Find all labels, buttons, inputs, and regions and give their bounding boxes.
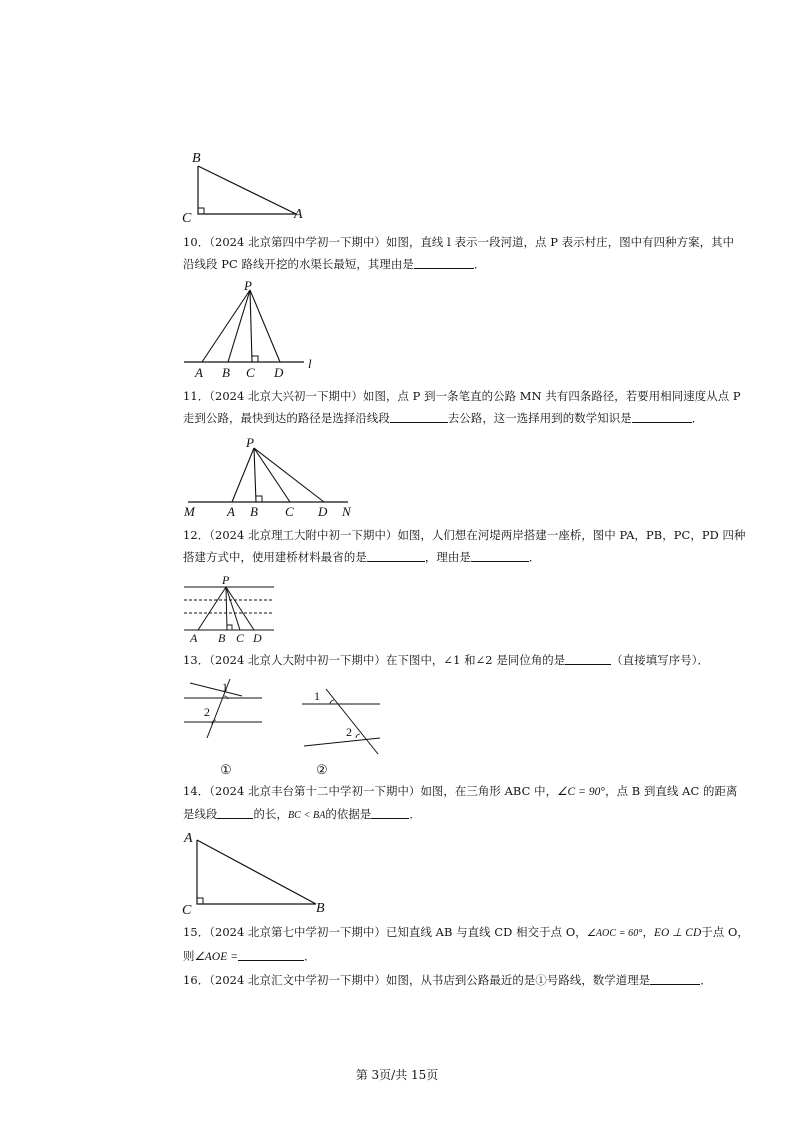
label-l: l: [308, 356, 312, 371]
answer-blank-q11-b[interactable]: [632, 410, 692, 423]
label-c: C: [285, 504, 294, 518]
angle-2-label-fig1: 2: [204, 705, 210, 719]
figure-q11-paths: [180, 434, 370, 518]
figure-right-triangle-top: [180, 148, 320, 228]
label-p: P: [222, 574, 230, 587]
figure-q14-right-triangle: [180, 828, 340, 920]
question-12: 12．（2024 北京理工大附中初一下期中）如图，人们想在河堤两岸搭建一座桥，图中 PA，PB，PC，PD 四种 搭建方式中，使用建桥材料最省的是 ，理由是 ．: [183, 524, 758, 568]
question-15: 15．（2024 北京第七中学初一下期中）已知直线 AB 与直线 CD 相交于点 O，∠AOC = 60°，EO ⊥ CD于点 O， 则∠AOE = ．: [183, 925, 749, 963]
question-14: 14．（2024 北京丰台第十二中学初一下期中）如图，在三角形 ABC 中，∠C = 90°，点 B 到直线 AC 的距离 是线段 的长，BC < BA的依据是 ．: [183, 784, 738, 821]
answer-blank-q16[interactable]: [650, 972, 700, 985]
q15-math-angle: ∠AOC = 60°: [586, 928, 643, 939]
angle-1-label-fig2: 1: [314, 689, 320, 703]
answer-blank-q12-b[interactable]: [471, 549, 529, 562]
label-c: C: [246, 365, 255, 380]
label-d: D: [253, 631, 262, 645]
question-11: 11．（2024 北京大兴初一下期中）如图，点 P 到一条笔直的公路 MN 共有四条路径，若要用相同速度从点 P 走到公路，最快到达的路径是选择沿线段 去公路，这一选择用到的数学知识是 ．: [183, 385, 758, 429]
label-c: C: [182, 211, 192, 226]
label-a: A: [190, 631, 198, 645]
label-a: A: [294, 207, 303, 222]
label-m: M: [184, 504, 195, 518]
figure-q10-paths: [180, 280, 330, 380]
angle-1-label-fig1: 1: [222, 680, 228, 694]
angle-2-label-fig2: 2: [346, 725, 352, 739]
label-a: A: [184, 831, 193, 846]
label-b: B: [192, 151, 201, 166]
q10-line1: 10．（2024 北京第四中学初一下期中）如图，直线 l 表示一段河道，点 P 表示村庄，图中有四种方案，其中: [183, 235, 735, 249]
page-footer: 第 3页/共 15页: [355, 1068, 439, 1082]
answer-blank-q14-a[interactable]: [217, 806, 253, 819]
q15-math-aoe: ∠AOE =: [194, 951, 238, 963]
q14-math-inequality: BC < BA: [287, 810, 326, 821]
label-d: D: [274, 365, 284, 380]
answer-blank-q11-a[interactable]: [390, 410, 448, 423]
q11-line1: 11．（2024 北京大兴初一下期中）如图，点 P 到一条笔直的公路 MN 共有四条路径，若要用相同速度从点 P: [183, 389, 741, 403]
label-d: D: [318, 504, 328, 518]
figure-q13-angles: [180, 674, 390, 778]
answer-blank-q13[interactable]: [565, 652, 611, 665]
answer-blank-q14-b[interactable]: [371, 806, 409, 819]
figure-q12-bridge: [180, 574, 290, 646]
label-b: B: [218, 631, 226, 645]
label-a: A: [195, 365, 203, 380]
q12-line1: 12．（2024 北京理工大附中初一下期中）如图，人们想在河堤两岸搭建一座桥，图中 PA，PB，PC，PD 四种: [183, 528, 746, 542]
q10-line2: 沿线段 PC 路线开挖的水渠长最短，其理由是: [183, 257, 414, 271]
label-b: B: [316, 901, 325, 916]
label-c: C: [236, 631, 245, 645]
label-b: B: [222, 365, 230, 380]
figure-label-1: ①: [220, 762, 232, 777]
label-n: N: [342, 504, 351, 518]
question-16: 16．（2024 北京汇文中学初一下期中）如图，从书店到公路最近的是①号路线，数学道理是 ．: [183, 973, 712, 987]
label-p: P: [244, 280, 252, 293]
answer-blank-q15[interactable]: [238, 948, 304, 961]
figure-label-2: ②: [316, 762, 328, 777]
q14-math-angle-c: ∠C = 90°: [557, 786, 606, 798]
label-b: B: [250, 504, 258, 518]
question-10: 10．（2024 北京第四中学初一下期中）如图，直线 l 表示一段河道，点 P 表示村庄，图中有四种方案，其中 沿线段 PC 路线开挖的水渠长最短，其理由是 ．: [183, 231, 758, 275]
answer-blank-q12-a[interactable]: [367, 549, 425, 562]
label-p: P: [246, 435, 254, 450]
label-c: C: [182, 903, 192, 918]
q15-math-perp: EO ⊥ CD: [653, 927, 702, 939]
label-a: A: [227, 504, 235, 518]
question-13: 13．（2024 北京人大附中初一下期中）在下图中，∠1 和∠2 是同位角的是 （直接填写序号）．: [183, 653, 710, 667]
answer-blank-q10[interactable]: [414, 256, 474, 269]
